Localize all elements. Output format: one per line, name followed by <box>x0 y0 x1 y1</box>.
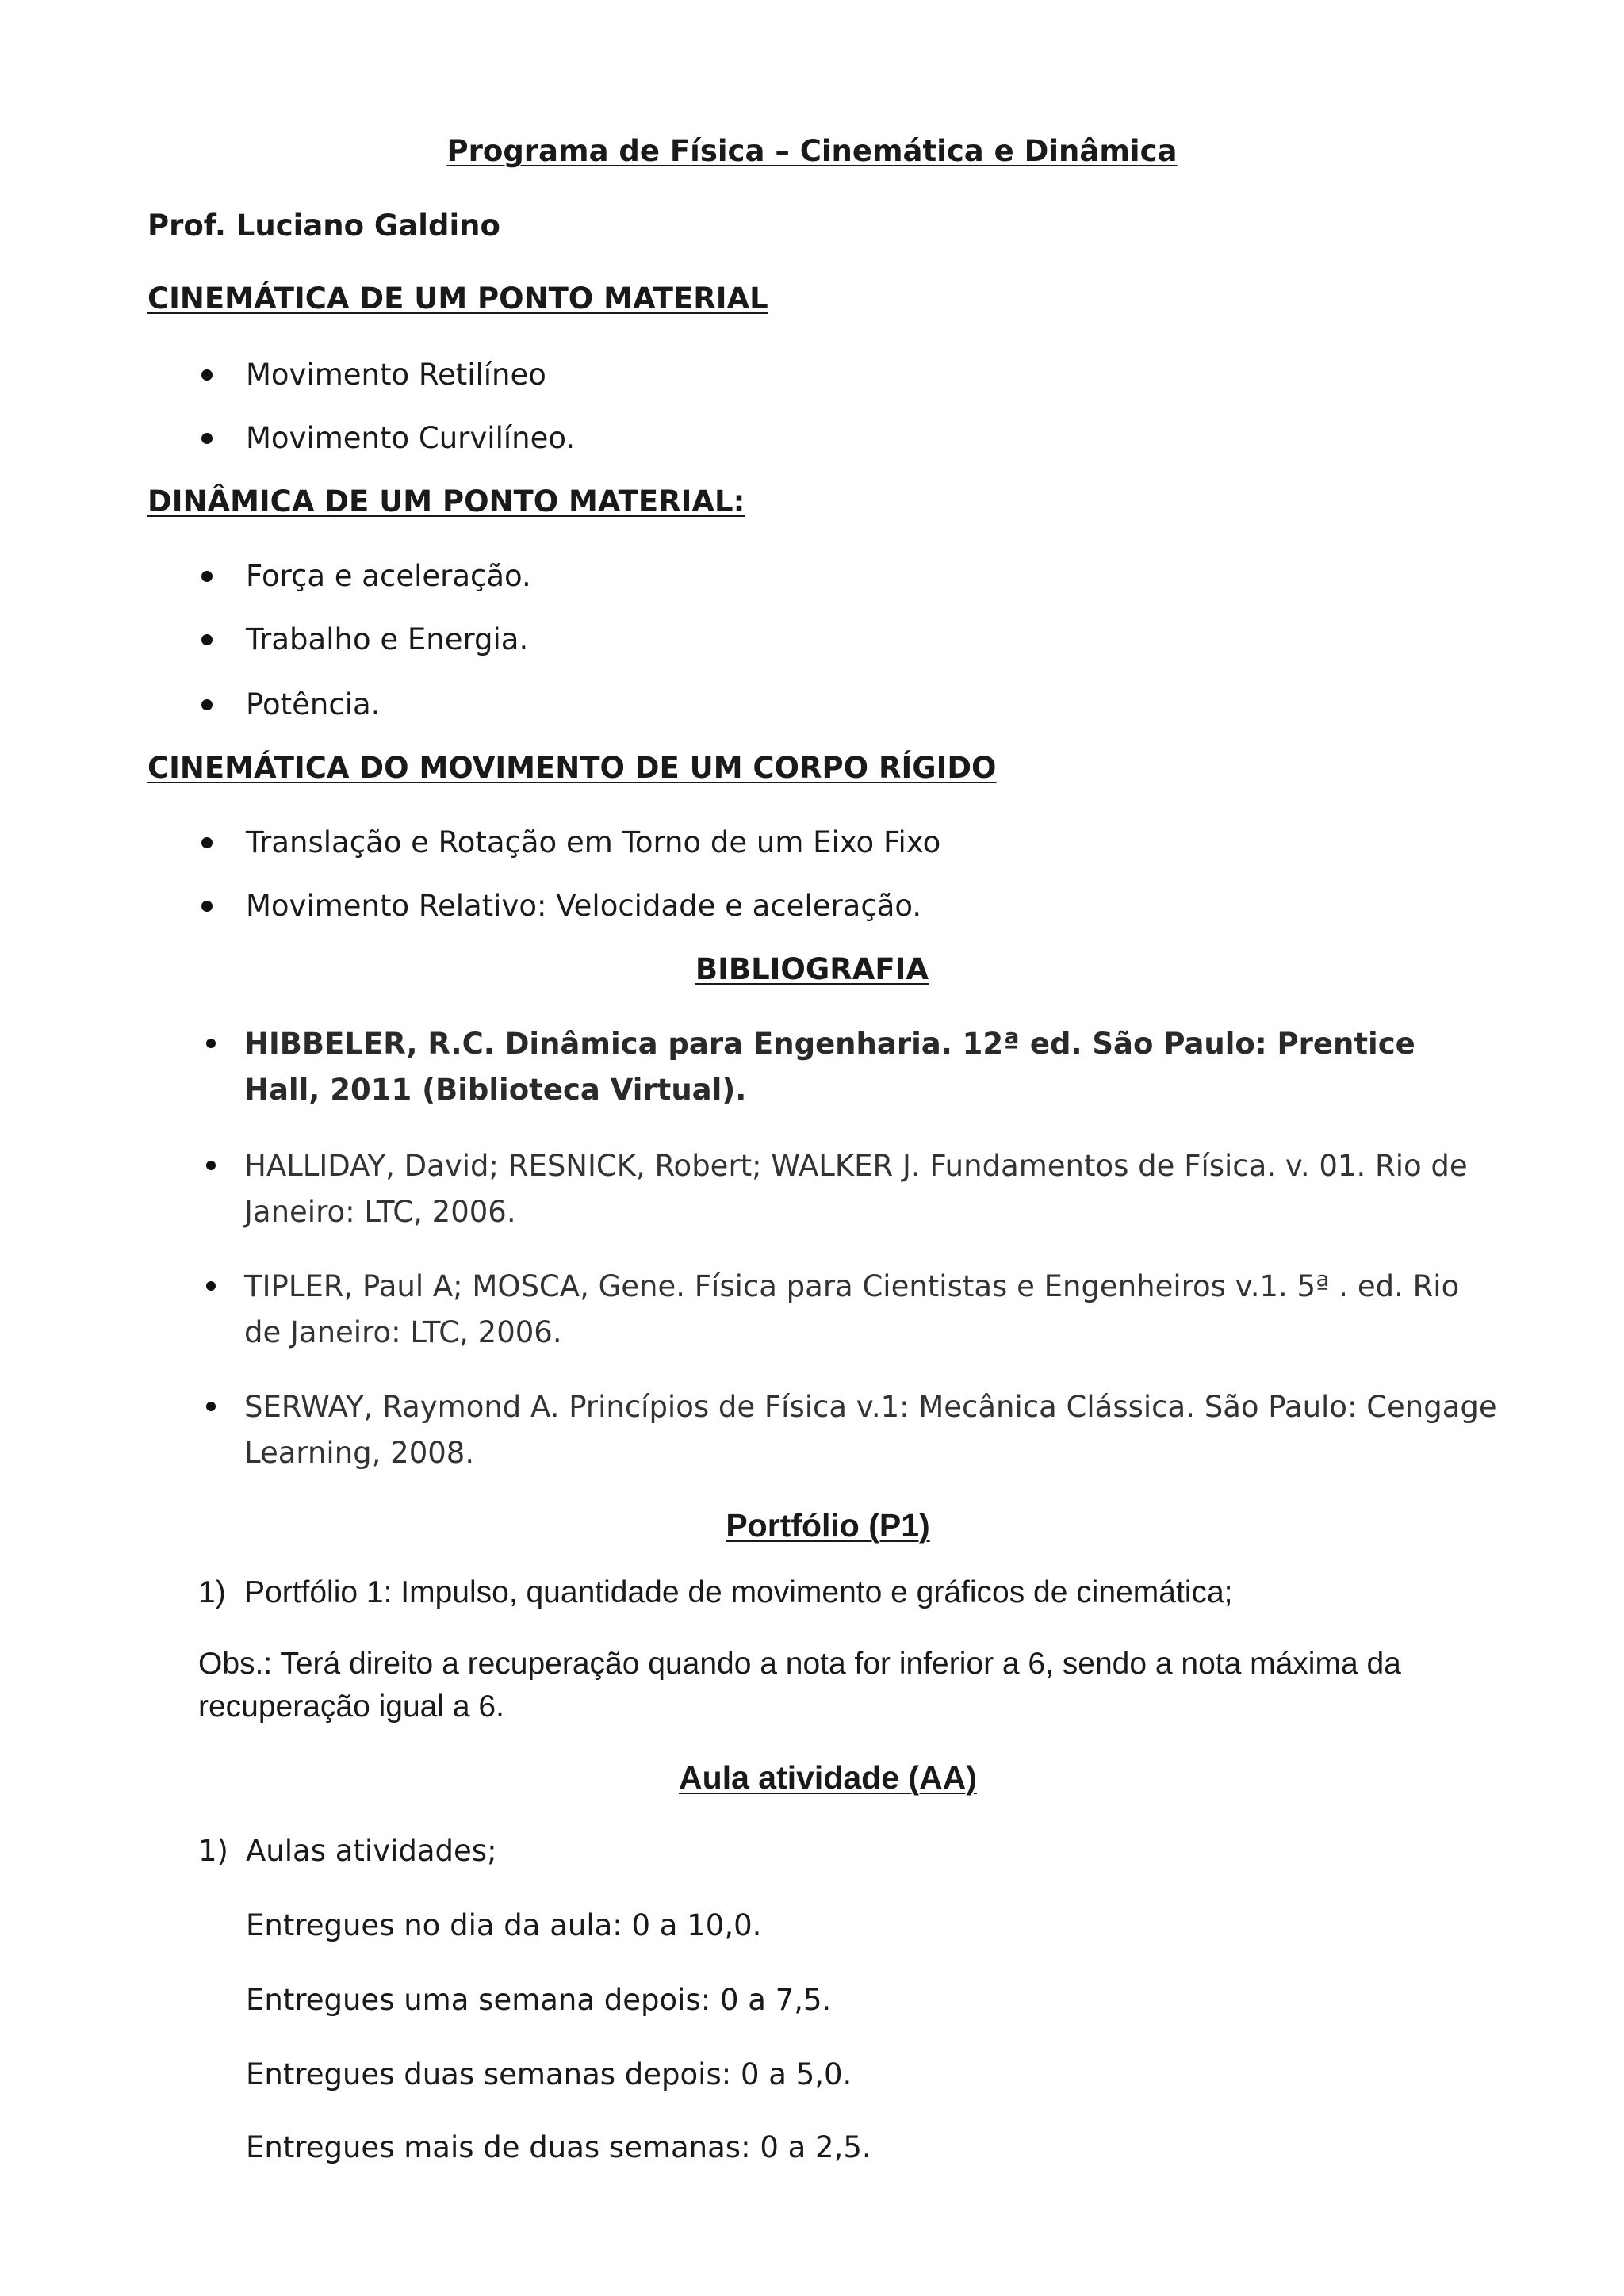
section-heading-corpo-rigido: CINEMÁTICA DO MOVIMENTO DE UM CORPO RÍGIDO <box>147 751 997 785</box>
professor-name: Prof. Luciano Galdino <box>147 209 500 243</box>
document-title: Programa de Física – Cinemática e Dinâmica <box>446 134 1178 168</box>
aula-item-number: 1) <box>198 1834 228 1868</box>
portfolio-heading: Portfólio (P1) <box>726 1507 930 1544</box>
bullet-icon <box>206 1402 216 1411</box>
bullet-icon <box>201 901 213 912</box>
bullet-icon <box>201 634 213 645</box>
bullet-icon <box>206 1281 216 1291</box>
bullet-icon <box>201 433 213 444</box>
bibliography-heading: BIBLIOGRAFIA <box>695 952 929 986</box>
bibliography-item: SERWAY, Raymond A. Princípios de Física v.1: Mecânica Clássica. São Paulo: Cengage Learning, 2008. <box>244 1390 1497 1470</box>
aula-atividade-heading: Aula atividade (AA) <box>679 1759 977 1796</box>
list-item: Trabalho e Energia. <box>246 622 529 656</box>
bullet-icon <box>206 1161 216 1170</box>
grading-line: Entregues no dia da aula: 0 a 10,0. <box>246 1908 762 1942</box>
bibliography-item: HALLIDAY, David; RESNICK, Robert; WALKER J. Fundamentos de Física. v. 01. Rio de Janeiro: LTC, 2006. <box>244 1149 1468 1229</box>
grading-line: Entregues duas semanas depois: 0 a 5,0. <box>246 2057 852 2091</box>
list-item: Movimento Relativo: Velocidade e aceleração. <box>246 889 922 923</box>
list-item: Translação e Rotação em Torno de um Eixo Fixo <box>246 825 941 859</box>
bullet-icon <box>201 837 213 848</box>
bibliography-item: TIPLER, Paul A; MOSCA, Gene. Física para Cientistas e Engenheiros v.1. 5ª . ed. Rio de Janeiro: LTC, 2006. <box>244 1269 1460 1349</box>
grading-line: Entregues uma semana depois: 0 a 7,5. <box>246 1983 832 2017</box>
bullet-icon <box>206 1039 216 1048</box>
list-item: Potência. <box>246 687 381 721</box>
bibliography-item: HIBBELER, R.C. Dinâmica para Engenharia. 12ª ed. São Paulo: Prentice Hall, 2011 (Biblioteca Virtual). <box>244 1027 1415 1107</box>
portfolio-item-text: Portfólio 1: Impulso, quantidade de movimento e gráficos de cinemática; <box>244 1575 1233 1609</box>
list-item: Força e aceleração. <box>246 559 531 593</box>
bullet-icon <box>201 571 213 582</box>
portfolio-obs: Obs.: Terá direito a recuperação quando a nota for inferior a 6, sendo a nota máxima da recuperação igual a 6. <box>198 1647 1401 1724</box>
section-heading-cinematica-ponto: CINEMÁTICA DE UM PONTO MATERIAL <box>147 281 768 316</box>
portfolio-item-number: 1) <box>198 1575 226 1609</box>
bullet-icon <box>201 369 213 381</box>
section-heading-dinamica-ponto: DINÂMICA DE UM PONTO MATERIAL: <box>147 484 745 519</box>
list-item: Movimento Retilíneo <box>246 358 546 392</box>
aula-item-text: Aulas atividades; <box>246 1834 497 1868</box>
bullet-icon <box>201 699 213 710</box>
list-item: Movimento Curvilíneo. <box>246 421 576 455</box>
grading-line: Entregues mais de duas semanas: 0 a 2,5. <box>246 2130 871 2164</box>
